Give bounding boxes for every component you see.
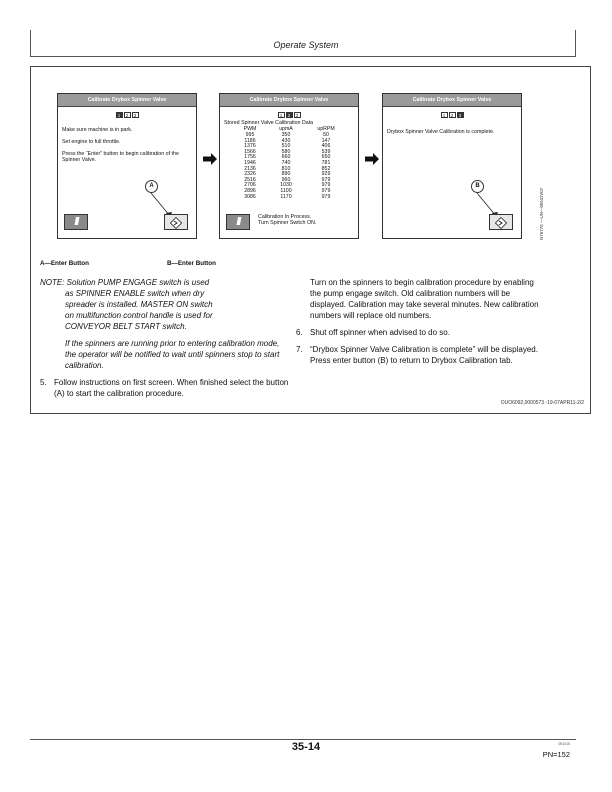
cell-pwm: 1566 [244, 148, 256, 155]
screen-pager [220, 112, 358, 118]
instruction-line: Make sure machine is in park. [62, 127, 133, 133]
table-title: Stored Spinner Valve Calibration Data [224, 120, 314, 126]
page-header-title: Operate System [273, 40, 339, 50]
cell-uprpm: 50 [323, 132, 329, 139]
screen-title: Calibrate Drybox Spinner Valve [383, 94, 521, 107]
legend-a: A—Enter Button [40, 260, 89, 267]
enter-button-b[interactable] [489, 214, 513, 230]
cell-uprpm: 979 [321, 188, 331, 195]
flow-arrow-2 [365, 152, 379, 170]
screen-title: Calibrate Drybox Spinner Valve [220, 94, 358, 107]
display-screen-1 [57, 93, 197, 239]
page-tab-1[interactable]: 1 [441, 112, 448, 118]
cell-uprpm: 979 [321, 176, 331, 183]
cell-uprpm: 539 [321, 148, 331, 155]
cell-upma: 1100 [280, 188, 292, 195]
softkey-left-button[interactable]: /// [64, 214, 88, 230]
enter-icon [495, 217, 507, 229]
callout-a: A [145, 180, 158, 193]
step-item [296, 327, 546, 338]
instruction-line: Set engine to full throttle. [62, 139, 121, 145]
flow-arrow-1 [203, 152, 217, 170]
instruction-line: Press the “Enter” button to begin calibration of the Spinner Valve. [62, 151, 179, 163]
cell-pwm: 1376 [244, 143, 256, 150]
column-header-pwm: PWM [243, 126, 257, 132]
page-tab-2[interactable]: 2 [124, 112, 131, 118]
screen-pager [58, 112, 196, 118]
cell-pwm: 1946 [244, 160, 256, 167]
intro-paragraph: Turn on the spinners to begin calibration procedure by enabling the pump engage switch. Old calibration numbers will be displayed. Calibration may take several minutes. New calibration numbers will replace old numbers. [310, 278, 539, 320]
page-tab-3[interactable]: 3 [294, 112, 301, 118]
column-header-upma: upmA [279, 126, 293, 132]
cell-uprpm: 147 [321, 137, 331, 144]
cell-pwm: 2326 [244, 171, 256, 178]
document-code: OUO6092,0000573 -19-07APR11-2/2 [500, 400, 584, 406]
legend-b: B—Enter Button [167, 260, 216, 267]
cell-uprpm: 781 [321, 160, 331, 167]
footer-date-code: 081015 [558, 742, 570, 746]
cell-pwm: 995 [245, 132, 255, 139]
left-column [40, 277, 290, 399]
step-number: 7. [296, 345, 303, 354]
note-block [40, 277, 290, 332]
completion-message: Drybox Spinner Valve Calibration is complete. [387, 129, 495, 135]
step-text: Follow instructions on first screen. When finished select the button (A) to start the calibration procedure. [54, 378, 289, 398]
cell-uprpm: 979 [321, 193, 331, 200]
step-number: 6. [296, 328, 303, 337]
cell-upma: 810 [281, 165, 291, 172]
calibration-table [234, 127, 346, 200]
cell-uprpm: 650 [321, 154, 331, 161]
step-text: Shut off spinner when advised to do so. [310, 328, 450, 337]
cell-upma: 960 [281, 176, 291, 183]
page-number: 35-14 [291, 741, 321, 753]
header-rule [30, 56, 576, 57]
cell-upma: 740 [281, 160, 291, 167]
step-number: 5. [40, 378, 47, 387]
cell-uprpm: 979 [321, 182, 331, 189]
callout-b: B [471, 180, 484, 193]
enter-icon [170, 217, 182, 229]
cell-upma: 660 [281, 154, 291, 161]
step-item [296, 344, 546, 366]
column-header-uprpm: upRPM [317, 126, 335, 132]
step-item [40, 377, 290, 399]
cell-upma: 890 [281, 171, 291, 178]
cell-upma: 1170 [280, 193, 292, 200]
footer-rule [30, 739, 576, 740]
display-screen-2 [219, 93, 359, 239]
page-tab-3[interactable]: 3 [132, 112, 139, 118]
page-tab-1[interactable]: 1 [278, 112, 285, 118]
table-row [234, 195, 346, 201]
note-line: CONVEYOR BELT START switch. [65, 322, 187, 331]
cell-upma: 350 [281, 132, 291, 139]
cell-pwm: 1186 [244, 137, 256, 144]
figure-code: N76776 —UN—08NOV07 [539, 187, 544, 240]
cell-uprpm: 852 [321, 165, 331, 172]
cell-pwm: 2896 [244, 188, 256, 195]
page-tab-2[interactable]: 2 [286, 112, 293, 118]
page-tab-1[interactable]: 1 [116, 112, 123, 118]
note-line: NOTE: Solution PUMP ENGAGE switch is used [40, 278, 210, 287]
note-line: spreader is installed. MASTER ON switch [65, 300, 213, 309]
softkey-left-button[interactable]: /// [226, 214, 250, 230]
note-line: as SPINNER ENABLE switch when dry [65, 289, 205, 298]
cell-upma: 510 [281, 143, 291, 150]
cell-uprpm: 406 [321, 143, 331, 150]
screen-pager [383, 112, 521, 118]
right-column [296, 277, 546, 366]
status-line: Calibration In Process. [258, 214, 312, 220]
cell-pwm: 3086 [244, 193, 256, 200]
cell-upma: 430 [281, 137, 291, 144]
note-paragraph: If the spinners are running prior to entering calibration mode, the operator will be notified to wait until spinners stop to start calibration. [65, 339, 280, 370]
cell-pwm: 2706 [244, 182, 256, 189]
screen-title: Calibrate Drybox Spinner Valve [58, 94, 196, 107]
cell-upma: 1030 [280, 182, 292, 189]
enter-button-a[interactable] [164, 214, 188, 230]
page-tab-2[interactable]: 2 [449, 112, 456, 118]
cell-upma: 580 [281, 148, 291, 155]
cell-pwm: 2516 [244, 176, 256, 183]
page-tab-3[interactable]: 3 [457, 112, 464, 118]
display-screen-3 [382, 93, 522, 239]
cell-pwm: 2136 [244, 165, 256, 172]
step-text: “Drybox Spinner Valve Calibration is complete” will be displayed. Press enter button (B) to return to Drybox Calibration tab. [310, 345, 538, 365]
footer-pn: PN=152 [542, 750, 570, 759]
cell-uprpm: 929 [321, 171, 331, 178]
cell-pwm: 1756 [244, 154, 256, 161]
note-line: on multifunction control handle is used for [65, 311, 213, 320]
status-line: Turn Spinner Switch ON. [258, 220, 317, 226]
